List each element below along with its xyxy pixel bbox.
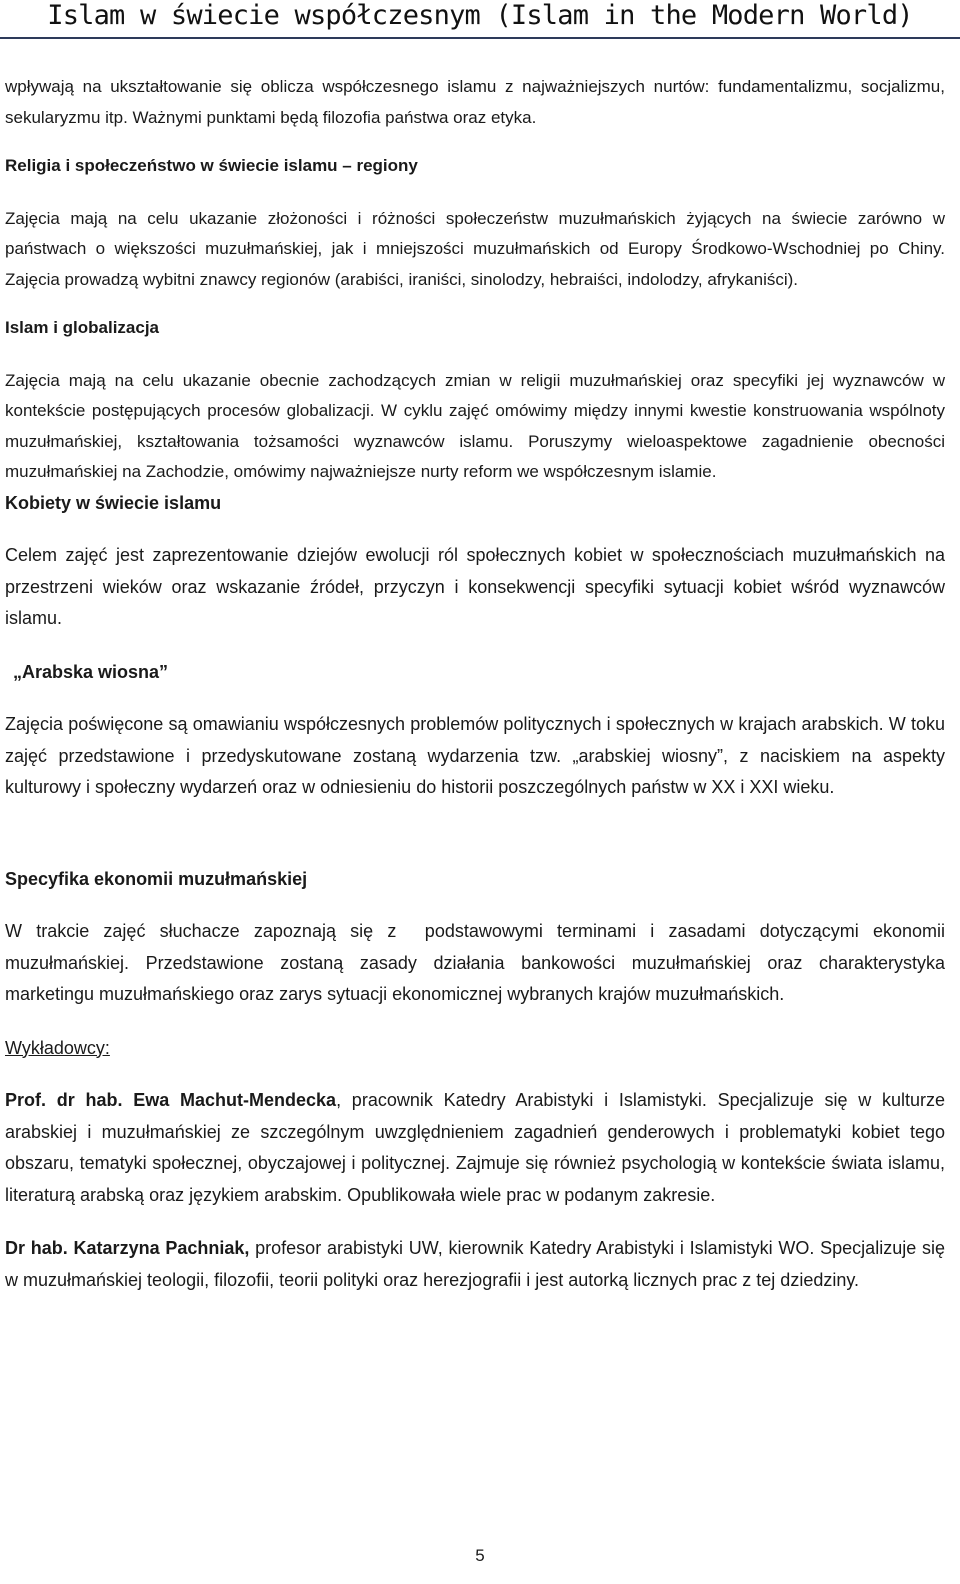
section-body-kobiety: Celem zajęć jest zaprezentowanie dziejów ewolucji ról społecznych kobiet w społecznościach muzułmańskich na przestrzeni wieków oraz wskazanie źródeł, przyczyn i konsekwencji specyfiki sytuacji kobiet wśród wyznawców islamu. <box>5 545 945 628</box>
lecturer-title: Prof. dr hab. <box>5 1090 123 1110</box>
section-body-ekonomia: W trakcie zajęć słuchacze zapoznają się z podstawowymi terminami i zasadami dotyczącymi ekonomii muzułmańskiej. Przedstawione zostaną zasady działania bankowości muzułmańskiej oraz charakterystyka marketingu muzułmańskiego oraz zarys sytuacji ekonomicznej wybranych krajów muzułmańskich. <box>5 921 951 1004</box>
lecturers-heading: Wykładowcy: <box>5 1037 110 1058</box>
intro-paragraph: wpływają na ukształtowanie się oblicza współczesnego islamu z najważniejszych nurtów: fundamentalizmu, socjalizmu, sekularyzmu itp. Ważnymi punktami będą filozofia państwa oraz etyka. <box>5 77 945 127</box>
page-number: 5 <box>475 1546 485 1565</box>
lecturer-entry <box>5 1233 945 1296</box>
page-header <box>0 0 960 40</box>
lecturer-title: Dr hab. <box>5 1238 68 1258</box>
header-rule <box>0 37 960 39</box>
lecturer-description: profesor arabistyki UW, kierownik Katedry Arabistyki i Islamistyki WO. Specjalizuje się w muzułmańskiej teologii, filozofii, teorii polityki oraz herezjografii i jest autorką licznych prac z tej dziedziny. <box>5 1238 945 1290</box>
section-heading-arabska-wiosna: „Arabska wiosna” <box>13 661 169 682</box>
lecturer-name: Ewa Machut-Mendecka <box>133 1090 337 1110</box>
lecturer-entry <box>5 1085 945 1211</box>
document-body <box>5 72 951 1296</box>
section-heading-religia: Religia i społeczeństwo w świecie islamu – regiony <box>5 156 418 175</box>
header-title: Islam w świecie współczesnym (Islam in the Modern World) <box>47 0 913 31</box>
section-body-arabska-wiosna: Zajęcia poświęcone są omawianiu współczesnych problemów politycznych i społecznych w krajach arabskich. W toku zajęć przedstawione i przedyskutowane zostaną wydarzenia tzw. „arabskiej wiosny”, z naciskiem na aspekty kulturowy i społeczny wydarzeń oraz w odniesieniu do historii poszczególnych państw w XX i XXI wieku. <box>5 714 945 797</box>
section-heading-globalizacja: Islam i globalizacja <box>5 318 160 337</box>
section-heading-ekonomia: Specyfika ekonomii muzułmańskiej <box>5 868 308 889</box>
lecturer-name: Katarzyna Pachniak, <box>73 1238 250 1258</box>
section-body-globalizacja: Zajęcia mają na celu ukazanie obecnie zachodzących zmian w religii muzułmańskiej oraz specyfiki jej wyznawców w kontekście postępujących procesów globalizacji. W cyklu zajęć omówimy między innymi kwestie konstruowania wspólnoty muzułmańskiej, kształtowania tożsamości wyznawców islamu. Poruszymy wieloaspektowe zagadnienie obecności muzułmańskiej na Zachodzie, omówimy najważniejsze nurty reform we współczesnym islamie. <box>5 370 945 481</box>
section-body-religia: Zajęcia mają na celu ukazanie złożoności i różności społeczeństw muzułmańskich żyjących na świecie zarówno w państwach o większości muzułmańskiej, jak i mniejszości muzułmańskich od Europy Środkowo-Wschodniej po Chiny. Zajęcia prowadzą wybitni znawcy regionów (arabiści, iraniści, sinolodzy, hebraiści, indolodzy, afrykaniści). <box>5 208 945 289</box>
section-heading-kobiety: Kobiety w świecie islamu <box>5 492 222 513</box>
lecturer-description: , pracownik Katedry Arabistyki i Islamistyki. Specjalizuje się w kulturze arabskiej i muzułmańskiej ze szczególnym uwzględnieniem zagadnień genderowych i problematyki kobiet tego obszaru, tematyki społecznej, obyczajowej i politycznej. Zajmuje się również psychologią w kontekście świata islamu, literaturą arabską oraz językiem arabskim. Opublikowała wiele prac w podanym zakresie. <box>5 1090 945 1205</box>
